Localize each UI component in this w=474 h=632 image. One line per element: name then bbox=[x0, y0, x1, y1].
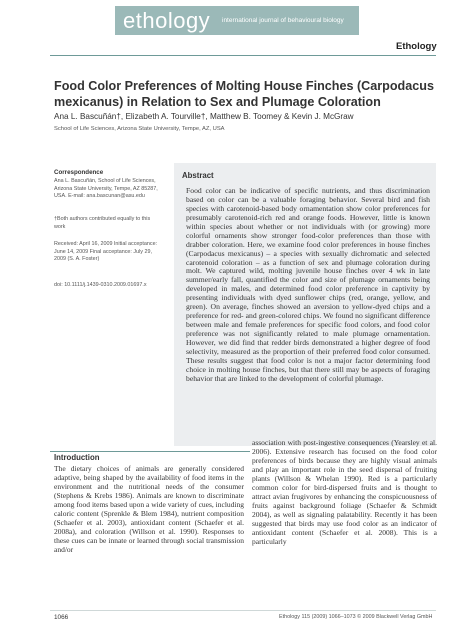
footer-divider bbox=[50, 610, 436, 611]
author-list: Ana L. Bascuñán†, Elizabeth A. Tourville†, Matthew B. Toomey & Kevin J. McGraw bbox=[54, 112, 354, 121]
correspondence-text: Ana L. Bascuñán, School of Life Sciences, Arizona State University, Tempe, AZ 85287, USA. E-mail: ana.bascunan@asu.edu bbox=[54, 178, 158, 199]
journal-banner bbox=[115, 6, 359, 35]
section-label: Ethology bbox=[396, 41, 437, 52]
introduction-divider bbox=[50, 451, 250, 452]
page-number: 1066 bbox=[54, 614, 69, 621]
doi-link[interactable]: doi: 10.1111/j.1439-0310.2009.01697.x bbox=[54, 282, 147, 288]
author-note: †Both authors contributed equally to this work bbox=[54, 216, 151, 230]
abstract-text: Food color can be indicative of specific nutrients, and thus discrimination based on color can be a valuable foraging behavior. Several bird and fish species with carotenoid-based body ornamentation show color preferences for presumably carotenoid-rich red and orange foods. However, little is known within species about whether or not individuals with (or growing) more colorful ornaments show stronger food-color preferences than those with drabber coloration. Here, we examine food color preferences in house finches (Carpodacus mexicanus) – a species with sexually dichromatic and selected carotenoid coloration – as a function of sex and plumage coloration during molt. We captured wild, molting juvenile house finches over 4 wk in late summer/early fall, quantified the color and size of plumage ornaments being developed in males, and determined food color preference in captivity by presenting individuals with dyed sunflower chips (red, orange, yellow, and green). On average, finches showed an aversion to yellow-dyed chips and a preference for red- and green-colored chips. We found no significant difference between male and female preferences for specific food colors, and food color preference was not significantly related to male plumage ornamentation. However, we did find that redder birds demonstrated a higher degree of food selectivity, measured as the proportion of their preferred food color consumed. These results suggest that food color is not a major factor determining food choice in molting house finches, but that there still may be aspects of foraging behavior that are linked to the development of colorful plumage. bbox=[186, 186, 430, 383]
correspondence-heading: Correspondence bbox=[54, 169, 104, 176]
journal-logo: ethology bbox=[123, 8, 211, 33]
manuscript-dates: Received: April 16, 2009 Initial acceptance: June 14, 2009 Final acceptance: July 29, 2009 (S. A. Foster) bbox=[54, 241, 158, 262]
body-column-right: association with post-ingestive consequences (Yearsley et al. 2006). Extensive research has focused on the food color preferences of birds because they are highly visual animals and play an important role in the seed dispersal of fruiting plants (Willson & Whelan 1990). Red is a particularly common color for bird-dispersed fruits and is thought to attract avian frugivores by enhancing the conspicuousness of fruits against background foliage (Schaefer & Schmidt 2004), as well as signaling palatability. Recently it has been suggested that birds may use food color as an indicator of antioxidant content (Schaefer et al. 2008). This is a particularly bbox=[252, 438, 437, 546]
header-divider bbox=[50, 55, 436, 56]
abstract-heading: Abstract bbox=[182, 171, 214, 180]
body-column-left: The dietary choices of animals are generally considered adaptive, being shaped by the availability of food items in the environment and the nutritional needs of the consumer (Stephens & Krebs 1986). Animals are known to discriminate among food items based upon a wide variety of cues, including caloric content (Sprenkle & Blem 1984), nutrient composition (Schaefer et al. 2003), antioxidant content (Schaefer et al. 2008a), and coloration (Willson et al. 1990). Responses to these cues can be innate or learned through social transmission and/or bbox=[54, 464, 244, 554]
journal-tagline: international journal of behavioural biology bbox=[222, 17, 344, 24]
article-title: Food Color Preferences of Molting House Finches (Carpodacus mexicanus) in Relation to Sex and Plumage Coloration bbox=[54, 79, 434, 109]
abstract-box bbox=[174, 163, 436, 446]
introduction-heading: Introduction bbox=[54, 453, 100, 462]
journal-citation: Ethology 115 (2009) 1066–1073 © 2009 Blackwell Verlag GmbH bbox=[279, 614, 433, 620]
affiliation: School of Life Sciences, Arizona State University, Tempe, AZ, USA bbox=[54, 126, 225, 132]
